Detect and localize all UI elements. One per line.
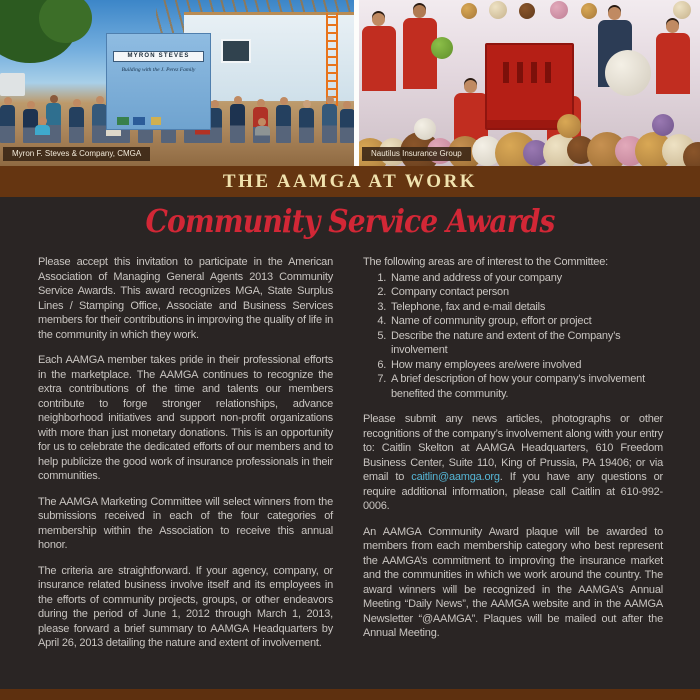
sign-subtitle: Building with the J. Perez Family (121, 66, 196, 73)
interest-list-item: 4. Name of community group, effort or project (389, 314, 663, 329)
interest-list-item: 3. Telephone, fax and e-mail details (389, 300, 663, 315)
teddy-bear (652, 114, 674, 136)
photo-construction-crew (0, 0, 354, 166)
interest-list-intro: The following areas are of interest to the Committee: (363, 256, 608, 268)
email-link[interactable]: caitlin@aamga.org (411, 471, 500, 483)
paragraph-invitation: Please accept this invitation to participate in the American Association of Managing General Agents 2013 Community Service Awards. This award recognizes MGA, State Surplus Lines / Stamping Office, Associate and Business Services members for their contributions in improving the quality of life in the community in which they work. (38, 256, 333, 341)
content-columns (38, 255, 663, 662)
teddy-bear (557, 114, 581, 138)
person-figure (69, 99, 84, 143)
person-figure (454, 80, 488, 140)
interest-list-item: 1. Name and address of your company (389, 271, 663, 286)
person-figure (255, 118, 270, 143)
tree-shape (39, 0, 92, 43)
teddy-bear (581, 3, 597, 19)
person-figure (656, 20, 690, 94)
person-figure (0, 97, 15, 143)
photo-caption-left: Myron F. Steves & Company, CMGA (3, 147, 150, 161)
page-subtitle: Community Service Awards (145, 202, 555, 240)
photo-row (0, 0, 700, 166)
right-column (363, 255, 663, 662)
teddy-bear (461, 3, 477, 19)
polar-bear-plush (605, 50, 651, 96)
paragraph-committee: The AAMGA Marketing Committee will select winners from the submissions received in each of the four categories of membership within the Association to receive this annual honor. (38, 495, 333, 551)
person-figure (276, 97, 291, 143)
interest-list-item: 2. Company contact person (389, 285, 663, 300)
paragraph-submit (363, 412, 663, 514)
submit-text-after: . If you have any questions or require additional information, please call Caitlin at 610-992-0006. (363, 471, 663, 512)
construction-sign (106, 33, 211, 130)
teddy-bear (519, 3, 535, 19)
page-title: THE AAMGA AT WORK (0, 166, 700, 197)
footer-strip (0, 689, 700, 700)
paragraph-award: An AAMGA Community Award plaque will be awarded to members from each membership category who best represent the AAMGA’s commitment to improving the insurance market and the communities in which we work around the country. The award winners will be recognized in the AAMGA’s Annual Meeting “Daily News”, the AAMGA website and in the AAMGA Newsletter “@AAMGA”. Plaques will be mailed out after the Annual Meeting. (363, 525, 663, 639)
green-plush (431, 37, 453, 59)
teddy-bear (673, 1, 691, 19)
person-figure (299, 100, 314, 143)
person-figure (35, 117, 50, 143)
photo-caption-right: Nautilus Insurance Group (362, 147, 471, 161)
paragraph-criteria: The criteria are straightforward. If your agency, company, or insurance related business involve itself and its employees in the efforts of community projects, groups, or other endeavors during the period of June 1, 2012 through March 1, 2013, please forward a brief summary to AAMGA Headquarters by April 26, 2013 detailing the nature and extent of involvement. (38, 564, 333, 649)
person-figure (230, 96, 245, 143)
sign-title: MYRON STEVES (113, 51, 203, 62)
paragraph-pride: Each AAMGA member takes pride in their professional efforts in the marketplace. The AAMGA continues to recognize the extra contributions of the time and talents our members contribute to forge stronger relationships, advance neighborhood initiatives and support non-profit organizations with more than just monetary donations. This is an opportunity for us to celebrate the dedicated efforts of our members and to help publicize the good work of insurance professionals in their communities. (38, 354, 333, 482)
photo-toy-drive (359, 0, 700, 166)
teddy-bear (550, 1, 568, 19)
teddy-bear (489, 1, 507, 19)
interest-list-item: 5. Describe the nature and extent of the Company’s involvement (389, 329, 663, 358)
interest-list-item: 6. How many employees are/were involved (389, 358, 663, 373)
interest-list-item: 7. A brief description of how your company’s involvement benefited the community. (389, 372, 663, 401)
submit-text-before: Please submit any news articles, photographs or other recognitions of the company’s involvement along with your entry to: Caitlin Skelton at AAMGA Headquarters, 610 Freedom Business Center, Suite 110, King of Prussia, PA 19406; or via email to (363, 413, 663, 483)
left-column (38, 255, 333, 662)
person-figure (92, 96, 107, 143)
person-figure (322, 96, 337, 143)
teddy-bear (414, 118, 436, 140)
interest-list (363, 271, 663, 402)
person-figure (340, 101, 354, 143)
person-figure (362, 13, 396, 91)
